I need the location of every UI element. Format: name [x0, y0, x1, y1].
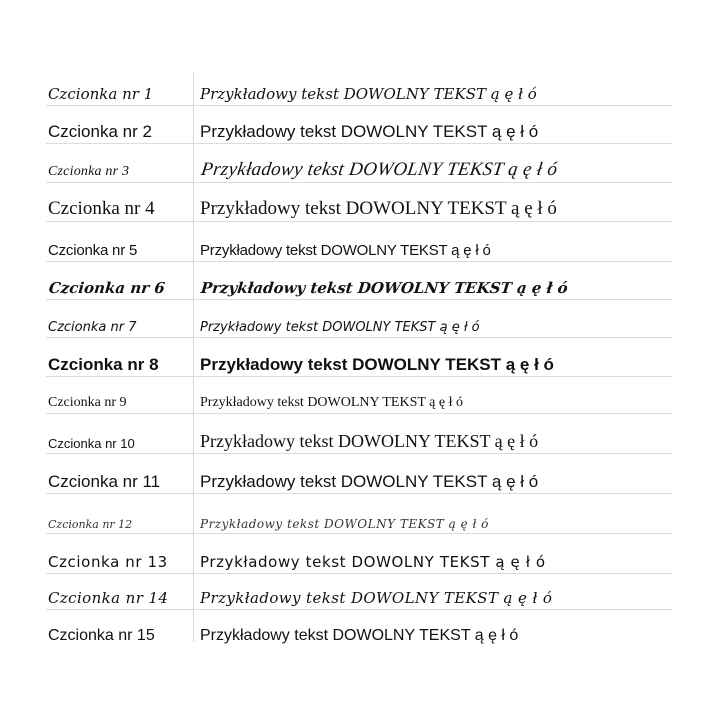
font-name: Czcionka nr 9 — [48, 395, 127, 410]
font-name: Czcionka nr 11 — [48, 472, 161, 491]
font-row-4 — [46, 184, 672, 222]
font-row-2 — [46, 106, 672, 144]
font-name: Czcionka nr 8 — [48, 355, 159, 374]
font-sample-text: Przykładowy tekst DOWOLNY TEKST ą ę ł ó — [200, 85, 537, 103]
font-row-3 — [46, 145, 672, 183]
font-name: Czcionka nr 6 — [47, 279, 166, 297]
font-sample-text: Przykładowy tekst DOWOLNY TEKST ą ę ł ó — [199, 279, 569, 297]
font-sample-text: Przykładowy tekst DOWOLNY TEKST ą ę ł ó — [200, 242, 491, 259]
font-row-9 — [46, 376, 672, 414]
font-sample-text: Przykładowy tekst DOWOLNY TEKST ą ę ł ó — [200, 589, 553, 607]
font-sample-text: Przykładowy tekst DOWOLNY TEKST ą ę ł ó — [200, 355, 554, 374]
font-row-6 — [46, 262, 672, 300]
font-name: Czcionka nr 14 — [48, 589, 169, 607]
font-sample-text: Przykładowy tekst DOWOLNY TEKST ą ę ł ó — [200, 122, 539, 141]
font-row-1 — [46, 68, 672, 106]
font-name: Czcionka nr 12 — [48, 518, 133, 531]
font-row-11 — [46, 456, 672, 494]
font-name: Czcionka nr 10 — [48, 436, 135, 451]
font-name: Czcionka nr 2 — [48, 122, 152, 141]
font-sample-text: Przykładowy tekst DOWOLNY TEKST ą ę ł ó — [200, 431, 539, 451]
font-row-10 — [46, 416, 672, 454]
font-sample-text: Przykładowy tekst DOWOLNY TEKST ą ę ł ó — [200, 320, 480, 335]
font-sample-text: Przykładowy tekst DOWOLNY TEKST ą ę ł ó — [200, 472, 539, 491]
font-row-5 — [46, 224, 672, 262]
font-name: Czcionka nr 7 — [48, 320, 137, 335]
font-row-8 — [46, 339, 672, 377]
font-name: Czcionka nr 4 — [48, 198, 155, 219]
font-sample-text: Przykładowy tekst DOWOLNY TEKST ą ę ł ó — [200, 395, 463, 410]
font-name: Czcionka nr 13 — [48, 553, 168, 571]
font-name: Czcionka nr 15 — [48, 627, 155, 644]
font-sample-text: Przykładowy tekst DOWOLNY TEKST ą ę ł ó — [200, 627, 519, 644]
font-sample-text: Przykładowy tekst DOWOLNY TEKST ą ę ł ó — [200, 517, 489, 531]
font-row-12 — [46, 496, 672, 534]
font-name: Czcionka nr 3 — [48, 164, 130, 179]
font-name: Czcionka nr 5 — [48, 242, 138, 259]
font-row-14 — [46, 572, 672, 610]
font-name: Czcionka nr 1 — [48, 85, 154, 103]
font-row-7 — [46, 300, 672, 338]
font-sample-text: Przykładowy tekst DOWOLNY TEKST ą ę ł ó — [200, 198, 557, 219]
font-sample-text: Przykładowy tekst DOWOLNY TEKST ą ę ł ó — [200, 553, 546, 571]
font-row-13 — [46, 536, 672, 574]
font-sample-text: Przykładowy tekst DOWOLNY TEKST ą ę ł ó — [199, 159, 559, 180]
font-row-15 — [46, 610, 672, 648]
